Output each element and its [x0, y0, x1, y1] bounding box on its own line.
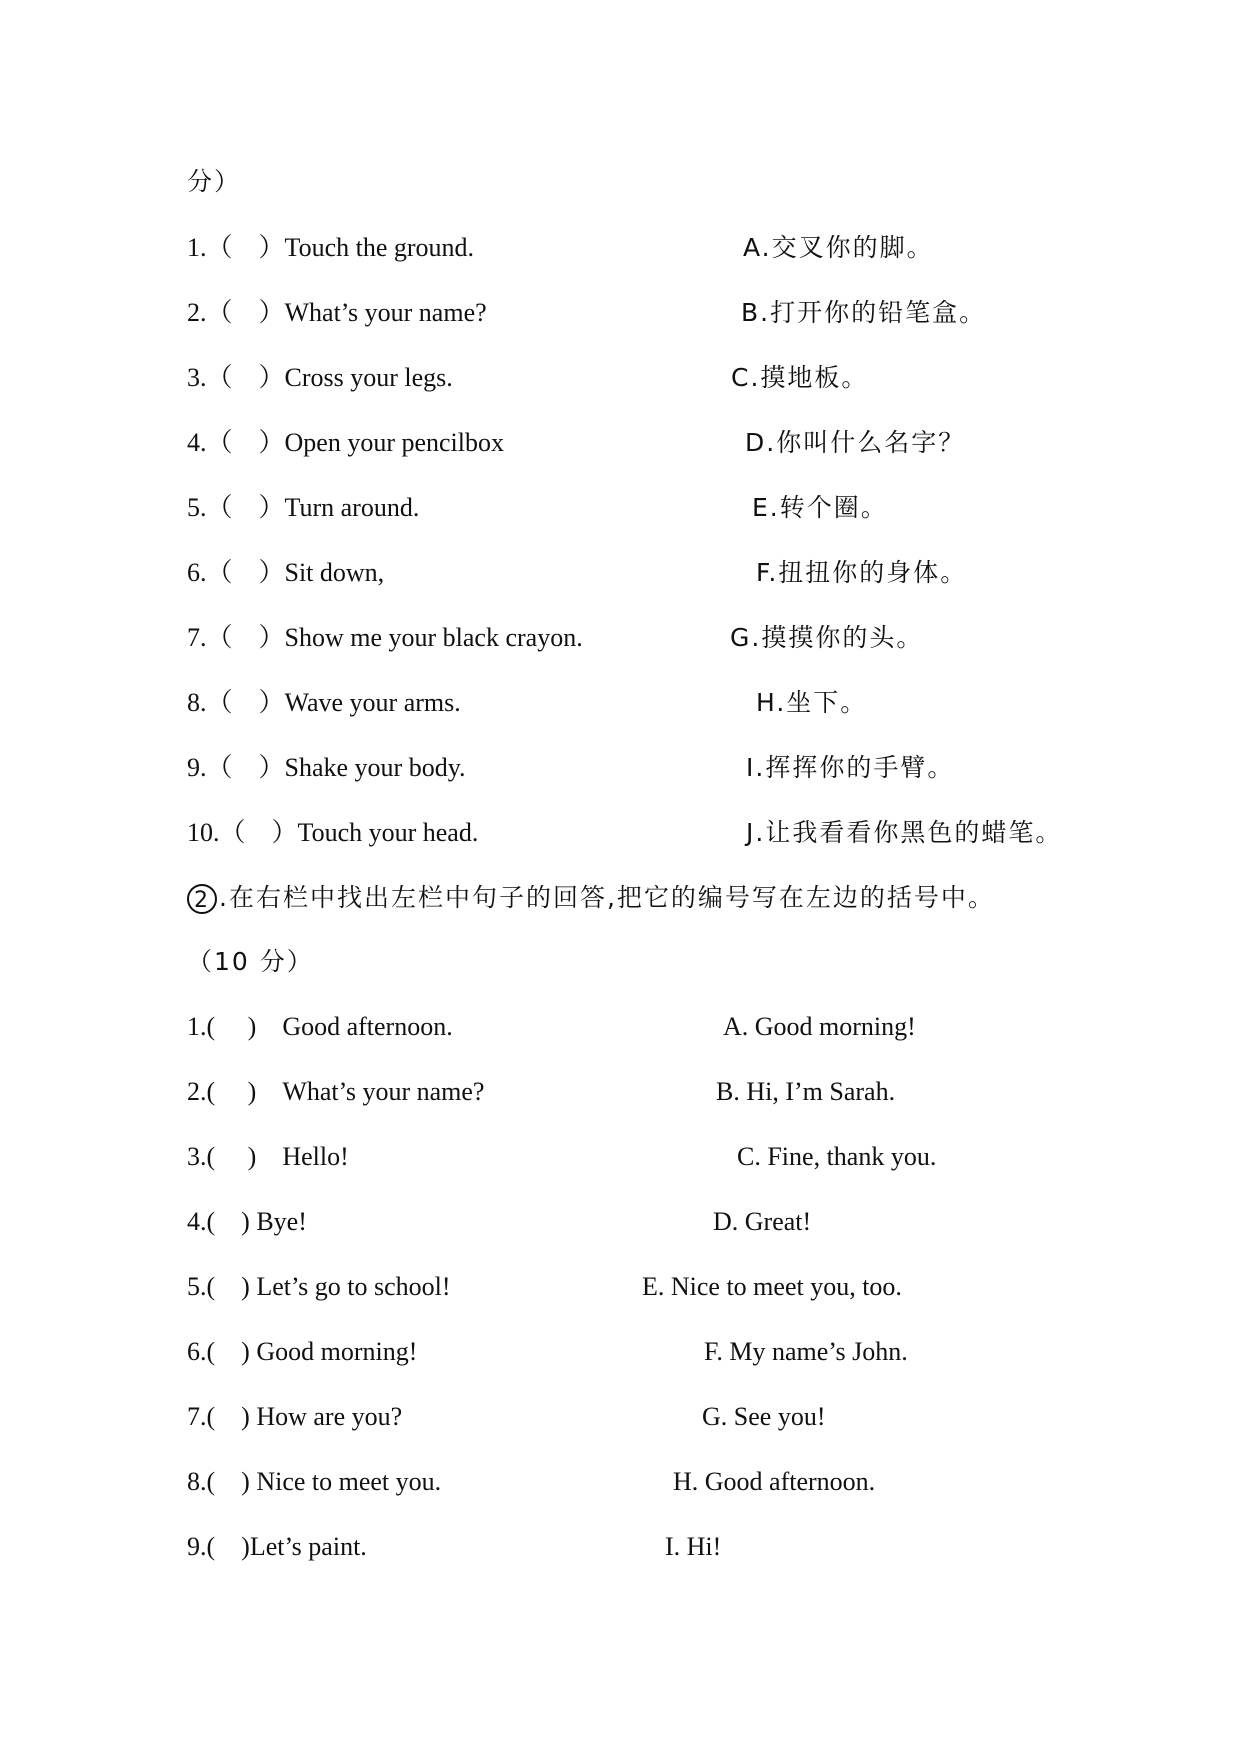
s2-question-9: 9.( )Let’s paint.: [187, 1532, 367, 1561]
s1-answer-j: J.让我看看你黑色的蜡笔。: [746, 818, 1063, 847]
s2-question-5: 5.( ) Let’s go to school!: [187, 1272, 451, 1301]
s1-question-6: 6.（ ）Sit down,: [187, 558, 385, 587]
s2-answer-c: C. Fine, thank you.: [737, 1142, 937, 1171]
s2-points: （10 分）: [187, 947, 314, 976]
s2-instruction: [187, 882, 995, 914]
s2-question-2: 2.( ) What’s your name?: [187, 1077, 485, 1106]
s2-answer-f: F. My name’s John.: [704, 1337, 908, 1366]
s2-question-6: 6.( ) Good morning!: [187, 1337, 418, 1366]
s2-question-7: 7.( ) How are you?: [187, 1402, 403, 1431]
s1-question-2: 2.（ ）What’s your name?: [187, 298, 487, 327]
s1-answer-e: E.转个圈。: [752, 493, 888, 522]
s1-question-1: 1.（ ）Touch the ground.: [187, 233, 475, 262]
section-number-badge: 2: [187, 884, 217, 914]
s1-question-5: 5.（ ）Turn around.: [187, 493, 420, 522]
s1-question-7: 7.（ ）Show me your black crayon.: [187, 623, 583, 652]
s1-answer-a: A.交叉你的脚。: [743, 233, 934, 262]
s2-question-4: 4.( ) Bye!: [187, 1207, 307, 1236]
s2-answer-b: B. Hi, I’m Sarah.: [716, 1077, 896, 1106]
s1-answer-i: I.挥挥你的手臂。: [746, 753, 955, 782]
s2-answer-e: E. Nice to meet you, too.: [642, 1272, 902, 1301]
s2-answer-g: G. See you!: [702, 1402, 826, 1431]
s1-answer-f: F.扭扭你的身体。: [756, 558, 968, 587]
s1-question-10: 10.（ ）Touch your head.: [187, 818, 479, 847]
points-fragment: 分）: [187, 167, 242, 196]
s2-question-1: 1.( ) Good afternoon.: [187, 1012, 453, 1041]
s2-answer-a: A. Good morning!: [723, 1012, 916, 1041]
s1-answer-h: H.坐下。: [756, 688, 868, 717]
s1-answer-c: C.摸地板。: [731, 363, 869, 392]
s1-question-3: 3.（ ）Cross your legs.: [187, 363, 453, 392]
s2-question-8: 8.( ) Nice to meet you.: [187, 1467, 442, 1496]
s1-question-9: 9.（ ）Shake your body.: [187, 753, 466, 782]
s2-answer-d: D. Great!: [713, 1207, 812, 1236]
s2-question-3: 3.( ) Hello!: [187, 1142, 349, 1171]
s2-answer-h: H. Good afternoon.: [673, 1467, 876, 1496]
s2-instruction-text: .在右栏中找出左栏中句子的回答,把它的编号写在左边的括号中。: [219, 883, 995, 912]
s1-question-4: 4.（ ）Open your pencilbox: [187, 428, 505, 457]
s1-answer-b: B.打开你的铅笔盒。: [741, 298, 987, 327]
s1-answer-d: D.你叫什么名字？: [745, 428, 966, 457]
s1-question-8: 8.（ ）Wave your arms.: [187, 688, 461, 717]
s2-answer-i: I. Hi!: [665, 1532, 722, 1561]
s1-answer-g: G.摸摸你的头。: [730, 623, 924, 652]
